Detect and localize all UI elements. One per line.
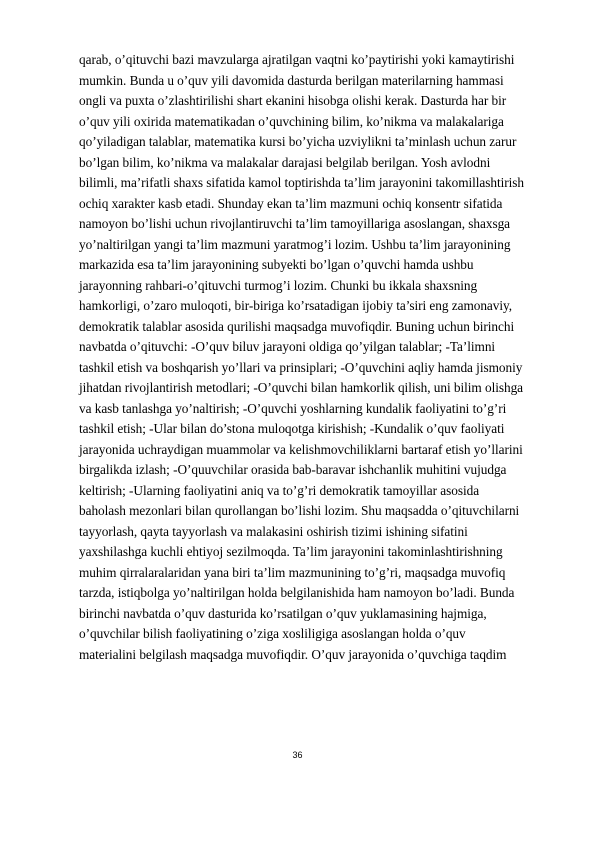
text-line: demokratik talablar asosida qurilishi maqsadga muvofiqdir. Buning uchun birinchi [79, 318, 515, 334]
text-line: tayyorlash, qayta tayyorlash va malakasini oshirish tizimi ishining sifatini [79, 523, 468, 539]
text-line: mumkin. Bunda u o’quv yili davomida dasturda berilgan materilarning hammasi [79, 72, 504, 88]
text-line: qarab, o’qituvchi bazi mavzularga ajratilgan vaqtni ko’paytirishi yoki kamaytirishi [79, 52, 515, 67]
text-line: baholash mezonlari bilan qurollangan bo’lishi lozim. Shu maqsadda o’qituvchilarni [79, 503, 520, 518]
text-line: muhim qirralaralaridan yana biri ta’lim mazmunining to’g’ri, maqsadga muvofiq [79, 564, 506, 580]
text-line: materialini belgilash maqsadga muvofiqdir. O’quv jarayonida o’quvchiga taqdim [79, 646, 507, 662]
text-line: yo’naltirilgan yangi ta’lim mazmuni yaratmog’i lozim. Ushbu ta’lim jarayonining [79, 236, 511, 252]
text-line: namoyon bo’lishi uchun rivojlantiruvchi ta’lim tamoyillariga asoslangan, shaxsga [79, 216, 511, 231]
text-line: jarayonida uchraydigan muammolar va kelishmovchiliklarni bartaraf etish yo’llarini [79, 441, 523, 457]
text-line: hamkorligi, o’zaro muloqoti, bir-biriga ko’rsatadigan ijobiy ta’siri eng zamonaviy, [79, 298, 513, 313]
text-line: navbatda o’qituvchi: -O’quv biluv jarayoni oldiga qo’yilgan talablar; -Ta’limni [79, 339, 496, 354]
text-line: jarayonning rahbari-o’qituvchi turmog’i lozim. Chunki bu ikkala shaxsning [79, 277, 478, 293]
text-line: va kasb tanlashga yo’naltirish; -O’quvchi yoshlarning kundalik faoliyatini to’g’ri [79, 400, 507, 416]
text-line: ongli va puxta o’zlashtirilishi shart ekanini hisobga olishi kerak. Dasturda har bir [79, 93, 507, 108]
page-number: 36 [292, 750, 303, 760]
text-line: ochiq xarakter kasb etadi. Shunday ekan ta’lim mazmuni ochiq konsentr sifatida [79, 195, 503, 211]
text-line: markazida esa ta’lim jarayonining subyekti bo’lgan o’quvchi hamda ushbu [79, 257, 474, 272]
body-text [79, 50, 559, 665]
text-line: o’quv yili oxirida matematikadan o’quvchining bilim, ko’nikma va malakalariga [79, 113, 504, 129]
text-line: jihatdan rivojlantirish metodlari; -O’quvchi bilan hamkorlik qilish, uni bilim olishga [79, 380, 524, 395]
text-line: tashkil etish; -Ular bilan do’stona muloqotga kirishish; -Kundalik o’quv faoliyati [79, 421, 505, 436]
text-line: qo’yiladigan talablar, matematika kursi bo’yicha uzviylikni ta’minlash uchun zarur [79, 134, 517, 149]
text-line: birgalikda izlash; -O’quuvchilar orasida bab-baravar ishchanlik muhitini vujudga [79, 462, 507, 477]
text-line: o’quvchilar bilish faoliyatining o’ziga xosliligiga asoslangan holda o’quv [79, 626, 466, 641]
text-line: bo’lgan bilim, ko’nikma va malakalar darajasi belgilab berilgan. Yosh avlodni [79, 154, 491, 170]
text-line: tarzda, istiqbolga yo’naltirilgan holda belgilanishida ham namoyon bo’ladi. Bunda [79, 585, 515, 600]
text-line: keltirish; -Ularning faoliyatini aniq va to’g’ri demokratik tamoyillar asosida [79, 482, 480, 498]
text-line: yaxshilashga kuchli ehtiyoj sezilmoqda. Ta’lim jarayonini takominlashtirishning [79, 544, 503, 559]
text-line: bilimli, ma’rifatli shaxs sifatida kamol toptirishda ta’lim jarayonini takomillashtirish [79, 175, 525, 190]
text-line: tashkil etish va boshqarish yo’llari va prinsiplari; -O’quvchini aqliy hamda jismoniy [79, 359, 523, 375]
text-line: birinchi navbatda o’quv dasturida ko’rsatilgan o’quv yuklamasining hajmiga, [79, 605, 487, 621]
